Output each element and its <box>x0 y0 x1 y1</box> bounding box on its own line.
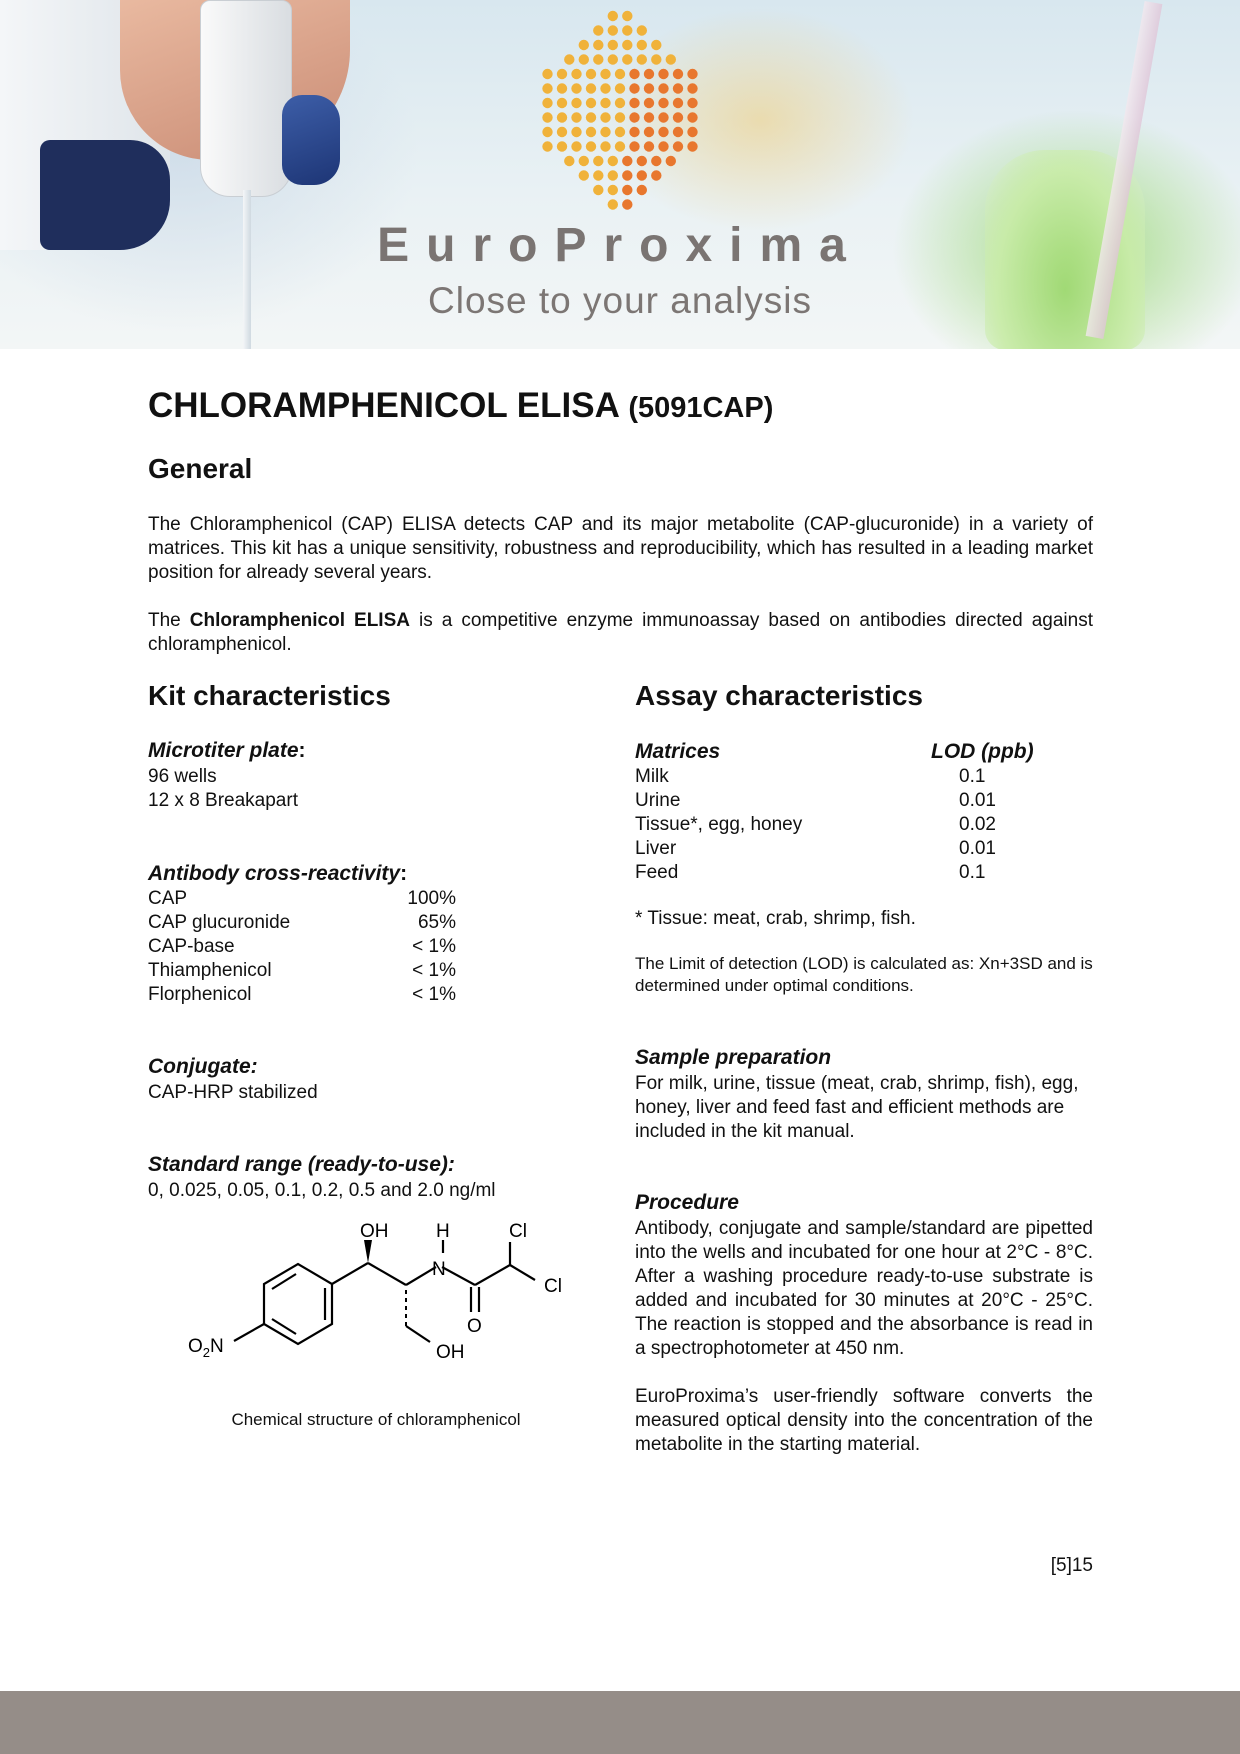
sample-preparation-text: For milk, urine, tissue (meat, crab, shrimp, fish), egg, honey, liver and feed fast and efficient methods are included in the kit manual. <box>635 1073 1079 1142</box>
logo-dot <box>600 83 610 93</box>
microtiter-plate-label-text: Microtiter plate <box>148 739 299 762</box>
logo-dot <box>557 98 567 108</box>
logo-dot <box>608 170 618 180</box>
logo-dot <box>687 98 697 108</box>
brand-name: EuroProxima <box>377 219 863 272</box>
logo-dot <box>651 170 661 180</box>
lod-row <box>635 789 1071 813</box>
logo-dot <box>593 25 603 35</box>
logo-dot <box>637 40 647 50</box>
logo-dot <box>629 69 639 79</box>
logo-dot <box>593 156 603 166</box>
logo-dot <box>593 185 603 195</box>
atom-o2n-sub: 2 <box>202 1345 211 1360</box>
procedure-label: Procedure <box>635 1191 739 1214</box>
lod-row <box>635 861 1071 885</box>
header-banner <box>0 0 1240 349</box>
cross-reactivity-table <box>148 887 456 1007</box>
lod-row <box>635 813 1071 837</box>
logo-dot <box>658 69 668 79</box>
logo-dot <box>600 127 610 137</box>
logo-dot <box>571 112 581 122</box>
general-heading: General <box>148 453 253 484</box>
logo-dot <box>658 112 668 122</box>
cross-reactivity-row <box>148 983 456 1007</box>
logo-dot <box>622 170 632 180</box>
conjugate-value: CAP-HRP stabilized <box>148 1082 318 1103</box>
logo-dot <box>651 40 661 50</box>
logo-dot <box>600 69 610 79</box>
atom-o: O <box>467 1316 482 1337</box>
europroxima-logo-icon <box>520 8 720 213</box>
microtiter-plate-values <box>148 765 298 813</box>
general-paragraph-2 <box>148 609 1093 657</box>
logo-dot <box>615 83 625 93</box>
logo-dot <box>557 141 567 151</box>
logo-dot <box>622 54 632 64</box>
brand-tagline: Close to your analysis <box>428 280 812 321</box>
antibody-cross-reactivity-label: Antibody cross-reactivity: <box>148 862 408 885</box>
logo-dot <box>637 54 647 64</box>
pipette-button-image <box>282 95 340 185</box>
logo-dot <box>644 112 654 122</box>
general-p2-post: is a competitive enzyme immunoassay based on antibodies directed against chloramphenicol. <box>148 610 1093 655</box>
logo-dot <box>622 40 632 50</box>
atom-h: H <box>436 1221 450 1242</box>
logo-dot <box>644 69 654 79</box>
lod-value: 0.1 <box>959 766 986 787</box>
matrix-name: Liver <box>635 838 677 859</box>
chloramphenicol-structure <box>180 1220 580 1390</box>
plate-line: 96 wells <box>148 766 217 787</box>
logo-dot <box>687 112 697 122</box>
logo-dot <box>644 127 654 137</box>
logo-dot <box>579 40 589 50</box>
compound-name: CAP glucuronide <box>148 912 291 933</box>
lod-value: 0.02 <box>959 814 996 835</box>
logo-dot <box>687 141 697 151</box>
logo-dot <box>557 112 567 122</box>
footer-bar <box>0 1691 1240 1754</box>
logo-dot <box>637 170 647 180</box>
logo-dot <box>644 98 654 108</box>
logo-dot <box>593 54 603 64</box>
product-code: (5091CAP) <box>628 392 774 424</box>
logo-dot <box>615 141 625 151</box>
logo-dot <box>615 69 625 79</box>
matrix-name: Milk <box>635 766 669 787</box>
logo-dot <box>637 156 647 166</box>
logo-dot <box>673 141 683 151</box>
sample-preparation-label: Sample preparation <box>635 1046 832 1069</box>
matrix-name: Urine <box>635 790 681 811</box>
logo-dot <box>615 98 625 108</box>
logo-dot <box>564 54 574 64</box>
lod-value: 0.1 <box>959 862 986 883</box>
logo-dot <box>658 127 668 137</box>
lod-table <box>635 739 1071 885</box>
atom-cl-2: Cl <box>544 1276 562 1297</box>
atom-oh-bottom: OH <box>436 1342 465 1363</box>
logo-dot <box>687 83 697 93</box>
logo-dot <box>542 127 552 137</box>
lod-table-header <box>635 739 1071 765</box>
atom-cl-1: Cl <box>509 1221 527 1242</box>
cross-reactivity-row <box>148 887 456 911</box>
logo-dot <box>579 54 589 64</box>
logo-dot <box>629 98 639 108</box>
logo-dot <box>542 112 552 122</box>
logo-dot <box>600 141 610 151</box>
logo-dot <box>586 98 596 108</box>
logo-dot <box>542 69 552 79</box>
logo-dot <box>579 156 589 166</box>
logo-dot <box>608 156 618 166</box>
logo-dot <box>644 83 654 93</box>
logo-dot <box>593 170 603 180</box>
kit-characteristics-heading: Kit characteristics <box>148 680 391 711</box>
page-title-main: CHLORAMPHENICOL ELISA <box>148 386 619 425</box>
logo-dot <box>622 199 632 209</box>
logo-dot <box>542 141 552 151</box>
matrix-name: Tissue*, egg, honey <box>635 814 803 835</box>
logo-dot <box>608 25 618 35</box>
lod-value: 0.01 <box>959 790 996 811</box>
logo-dot <box>673 127 683 137</box>
logo-dot <box>658 98 668 108</box>
logo-dot <box>622 185 632 195</box>
atom-o2n-n: N <box>210 1336 224 1357</box>
conjugate-label: Conjugate: <box>148 1055 258 1078</box>
procedure-paragraph-1: Antibody, conjugate and sample/standard are pipetted into the wells and incubated for one hour at 2°C - 8°C. After a washing procedure ready-to-use substrate is added and incubated for 30 minutes at 20°C - 25°C. The reaction is stopped and the absorbance is read in a spectrophotometer at 450 nm. <box>635 1218 1093 1359</box>
procedure-paragraph-2: EuroProxima’s user-friendly software converts the measured optical density into the concentration of the metabolite in the starting material. <box>635 1386 1093 1455</box>
logo-dot <box>571 83 581 93</box>
logo-dot <box>644 141 654 151</box>
logo-dot <box>673 112 683 122</box>
sleeve-image <box>40 140 170 250</box>
logo-dot <box>666 54 676 64</box>
logo-dot <box>586 69 596 79</box>
logo-dot <box>615 127 625 137</box>
cross-reactivity-value: < 1% <box>412 960 456 981</box>
antibody-label-text: Antibody cross-reactivity <box>148 862 401 885</box>
atom-n: N <box>432 1259 446 1280</box>
logo-dot <box>651 54 661 64</box>
logo-dot <box>542 98 552 108</box>
standard-range-value: 0, 0.025, 0.05, 0.1, 0.2, 0.5 and 2.0 ng/ml <box>148 1180 496 1201</box>
pipette-image <box>200 0 292 197</box>
logo-dot <box>658 83 668 93</box>
logo-dot <box>629 141 639 151</box>
cross-reactivity-value: 65% <box>417 912 456 933</box>
general-p2-pre: The <box>148 610 190 631</box>
logo-dot <box>608 199 618 209</box>
lod-row <box>635 765 1071 789</box>
compound-name: Florphenicol <box>148 984 252 1005</box>
logo-dot <box>673 69 683 79</box>
logo-dot <box>600 98 610 108</box>
logo-dot <box>629 83 639 93</box>
logo-dot <box>571 98 581 108</box>
logo-dot <box>586 112 596 122</box>
logo-dot <box>608 185 618 195</box>
cross-reactivity-row <box>148 911 456 935</box>
logo-dot <box>593 40 603 50</box>
cross-reactivity-row <box>148 935 456 959</box>
general-paragraph-1: The Chloramphenicol (CAP) ELISA detects CAP and its major metabolite (CAP-glucuronide) in a variety of matrices. This kit has a unique sensitivity, robustness and reproducibility, which has resulted in a leading market position for already several years. <box>148 514 1093 583</box>
logo-dot <box>586 83 596 93</box>
logo-dot <box>687 127 697 137</box>
structure-caption: Chemical structure of chloramphenicol <box>231 1410 521 1429</box>
cross-reactivity-value: 100% <box>407 888 456 909</box>
logo-dot <box>608 40 618 50</box>
cross-reactivity-value: < 1% <box>412 984 456 1005</box>
logo-dot <box>629 112 639 122</box>
lod-row <box>635 837 1071 861</box>
logo-dot <box>651 156 661 166</box>
page-title <box>148 386 773 426</box>
logo-dot <box>637 25 647 35</box>
logo-dot <box>564 156 574 166</box>
logo-dot <box>542 83 552 93</box>
compound-name: CAP-base <box>148 936 235 957</box>
matrix-name: Feed <box>635 862 679 883</box>
cross-reactivity-value: < 1% <box>412 936 456 957</box>
atom-o2n <box>188 1336 224 1360</box>
standard-range-label: Standard range (ready-to-use): <box>148 1153 455 1176</box>
logo-dot <box>608 54 618 64</box>
lod-value: 0.01 <box>959 838 996 859</box>
logo-dot <box>629 127 639 137</box>
microtiter-plate-label: Microtiter plate: <box>148 739 306 762</box>
lod-column-header: LOD (ppb) <box>931 740 1034 763</box>
tissue-note: * Tissue: meat, crab, shrimp, fish. <box>635 908 916 929</box>
compound-name: CAP <box>148 888 188 909</box>
logo-dot <box>586 127 596 137</box>
general-p2-bold: Chloramphenicol ELISA <box>189 610 410 631</box>
logo-dot <box>579 170 589 180</box>
logo-dot <box>622 11 632 21</box>
logo-dot <box>622 25 632 35</box>
logo-dot <box>608 11 618 21</box>
logo-dot <box>615 112 625 122</box>
compound-name: Thiamphenicol <box>148 960 272 981</box>
lod-note: The Limit of detection (LOD) is calculated as: Xn+3SD and is determined under optimal conditions. <box>635 954 1093 995</box>
atom-oh-top: OH <box>360 1221 389 1242</box>
logo-dot <box>571 69 581 79</box>
logo-dot <box>637 185 647 195</box>
logo-dot <box>687 69 697 79</box>
logo-dot <box>571 141 581 151</box>
logo-dot <box>557 127 567 137</box>
logo-dot <box>586 141 596 151</box>
logo-dot <box>557 83 567 93</box>
cross-reactivity-row <box>148 959 456 983</box>
logo-dot <box>666 156 676 166</box>
pipette-tip-image <box>243 190 251 349</box>
logo-dot <box>658 141 668 151</box>
assay-characteristics-heading: Assay characteristics <box>635 680 923 711</box>
logo-dot <box>673 98 683 108</box>
logo-dot <box>600 112 610 122</box>
logo-dot <box>622 156 632 166</box>
plate-line: 12 x 8 Breakapart <box>148 790 298 811</box>
logo-dot <box>571 127 581 137</box>
matrices-column-header: Matrices <box>635 740 721 763</box>
logo-dot <box>557 69 567 79</box>
page-number: [5]15 <box>1050 1555 1093 1576</box>
logo-dot <box>673 83 683 93</box>
atom-o2n-o: O <box>188 1336 203 1357</box>
